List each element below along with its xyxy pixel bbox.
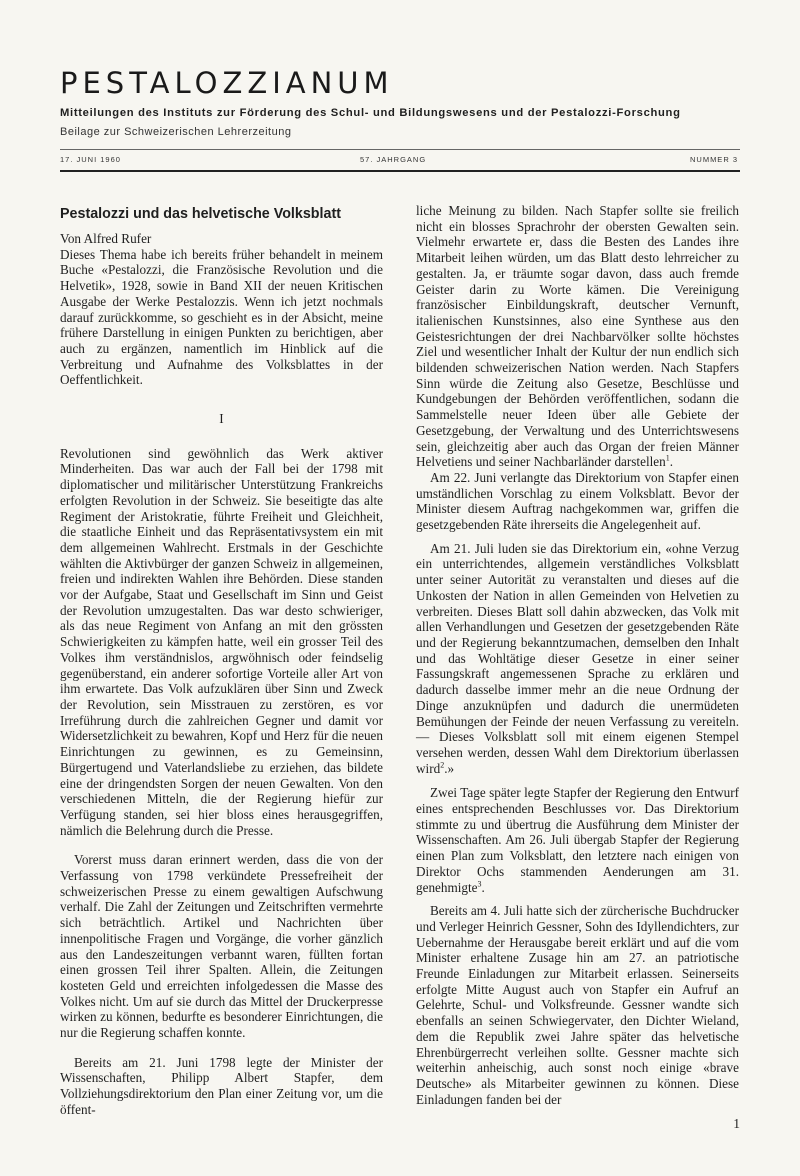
intro-paragraph: Dieses Thema habe ich bereits früher behandelt in meinem Buche «Pestalozzi, die Französische Revolution und die Helvetik», 1928, sowie in Band XII der neuen Kritischen Ausgabe der Werke Pestalozzis. Wenn ich jetzt nochmals darauf zurückkomme, so geschieht es in der Absicht, meine frühere Darstellung in einigen Punkten zu berichtigen, aber auch zu ergänzen, namentlich im Hinblick auf die Verbreitung und Aufnahme des Volksblattes in der Oeffentlichkeit. bbox=[60, 246, 383, 388]
body-paragraph: Revolutionen sind gewöhnlich das Werk aktiver Minderheiten. Das war auch der Fall bei der 1798 mit diplomatischer und militärischer Unterstützung Frankreichs erfolgten Revolution in der Schweiz. Sie beseitigte das alte Regiment der Aristokratie, führte Freiheit und Gleichheit, die staatliche Einheit und das Repräsentativsystem ein mit dem allgemeinen Wahlrecht. Erstmals in der Geschichte wählten die Aktivbürger der ganzen Schweiz in allgemeinen, freien und indirekten Wahlen ihre Behörden. Diese standen vor der Aufgabe, Staat und Gesellschaft im Sinn und Geist der Revolution umzugestalten. Das war desto schwieriger, als das neue Regiment von Anfang an mit den grössten Schwierigkeiten zu kämpfen hatte, weil ein grosser Teil des Volkes ihm verständnislos, argwöhnisch oder feindselig gegenüberstand, ein anderer sofortige Vorteile aller Art von ihm erwartete. Das Volk aufzuklären über Sinn und Zweck der Revolution, sein Misstrauen zu zerstören, es vor Irreführung durch die zahlreichen Gegner und damit vor Widersetzlichkeit zu bewahren, Kopf und Herz für die neuen Einrichtungen zu gewinnen, es zu Gemeinsinn, Bürgertugend und Vaterlandsliebe zu erziehen, das bildete eine der dringendsten Sorgen der neuen Gewalten. Von den verschiedenen Mitteln, die der Regierung hiefür zur Verfügung standen, sei hier bloss eines herausgegriffen, nämlich die Belehrung durch die Presse. bbox=[60, 445, 383, 838]
left-column bbox=[60, 205, 383, 1118]
issue-info-bar bbox=[60, 149, 740, 172]
body-paragraph: Bereits am 21. Juni 1798 legte der Minister der Wissenschaften, Philipp Albert Stapfer, dem Vollziehungsdirektorium den Plan einer Zeitung vor, um die öffent- bbox=[60, 1054, 383, 1117]
article-author: Von Alfred Rufer bbox=[60, 231, 152, 246]
footnote-ref: 1 bbox=[665, 453, 670, 463]
body-paragraph: liche Meinung zu bilden. Nach Stapfer sollte sie freilich nicht ein blosses Sprachrohr der obersten Gewalten sein. Vielmehr erwartete er, dass die Besten des Landes ihre Mitarbeit leihen würden, um das Blatt desto lehrreicher zu gestalten. Ja, er träumte sogar davon, dass auch fremde Geister darin zu Worte kämen. Die Vereinigung französischer Einbildungskraft, deutscher Vernunft, italienischen Kunstsinnes, also eine Synthese aus den Geistesrichtungen der drei Nachbarvölker sollte höchstes Ziel und wesentlicher Inhalt der Kultur der nun endlich sich bildenden schweizerischen Nation werden. Nach Stapfers Sinn würde die Zeitung also Gesetze, Beschlüsse und Kundgebungen der Behörden veröffentlichen, sodann die Sammelstelle neuer Ideen über alle Gebiete der Gesetzgebung, der Verwaltung und des Unterrichtswesens sein, gleichzeitig aber auch das Organ der freien Männer Helvetiens und seiner Nachbarländer darstellen$^1$. bbox=[416, 203, 739, 470]
issue-number: NUMMER 3 bbox=[689, 155, 738, 164]
issue-volume: 57. JAHRGANG bbox=[360, 155, 427, 164]
section-numeral: I bbox=[219, 411, 224, 427]
body-paragraph: Am 22. Juni verlangte das Direktorium von Stapfer einen umständlichen Vorschlag zu einem Volksblatt. Bevor der Minister diesem Auftrag nachgekommen war, griffen die gesetzgebenden Räte ihrerseits die Angelegenheit auf. bbox=[416, 469, 739, 533]
body-paragraph: Zwei Tage später legte Stapfer der Regierung den Entwurf eines entsprechenden Beschlusses vor. Das Direktorium stimmte zu und übertrug die Ausführung dem Minister der Wissenschaften. Am 26. Juli übergab Stapfer der Regierung einen Plan zum Volksblatt, den letztere nach einigen von Direktor Ochs stammenden Aenderungen am 31. genehmigte$^3$. bbox=[416, 785, 739, 895]
right-column bbox=[416, 203, 739, 1107]
masthead bbox=[60, 66, 740, 138]
journal-supplement-note: Beilage zur Schweizerischen Lehrerzeitung bbox=[60, 126, 292, 138]
page-number: 1 bbox=[733, 1116, 740, 1131]
footnote-ref: 2 bbox=[440, 760, 445, 770]
body-paragraph: Vorerst muss daran erinnert werden, dass die von der Verfassung von 1798 verkündete Pressefreiheit der schweizerischen Presse zu einem gewaltigen Aufschwung verhalf. Die Zahl der Zeitungen und Zeitschriften vermehrte sich beträchtlich. Artikel und Nachrichten über innenpolitische Fragen und Vorgänge, die vorher gänzlich aus den Landeszeitungen verbannt waren, füllten fortan einen grossen Teil ihrer Spalten. Allein, die Zeitungen kosteten Geld und erreichten infolgedessen die Masse des Volkes nicht. Um auf sie durch das Mittel der Druckerpresse wirken zu können, bedurfte es besonderer Einrichtungen, die nur die Regierung schaffen konnte. bbox=[60, 852, 383, 1041]
journal-subtitle: Mitteilungen des Instituts zur Förderung des Schul- und Bildungswesens und der Pestalozzi-Forschung bbox=[60, 107, 681, 119]
body-paragraph: Am 21. Juli luden sie das Direktorium ein, «ohne Verzug ein unterrichtendes, allgemein verständliches Volksblatt unter seiner Autorität zu veranstalten und dieses auf die Unkosten der Nation in allen Gemeinden von Helvetien zu verbreiten. Dieses Blatt soll dahin abzwecken, das Volk mit allen Verhandlungen und Gesetzen der gesetzgebenden Räte und der Regierung bekanntzumachen, demselben den Inhalt und das Wohltätige dieser Gesetze in einer seiner Fassungskraft angemessenen Sprache zu erklären und dadurch dasselbe immer mehr an die neue Ordnung der Dinge anzuknüpfen und dadurch die unermüdeten Bemühungen der Feinde der neuen Verfassung zu vereiteln. — Dieses Volksblatt soll mit einem eigenen Stempel versehen werden, dessen Wahl dem Direktorium überlassen wird$^2$.» bbox=[416, 540, 739, 776]
footnote-ref: 3 bbox=[477, 879, 482, 889]
issue-date: 17. JUNI 1960 bbox=[60, 155, 121, 164]
body-paragraph: Bereits am 4. Juli hatte sich der zürcherische Buchdrucker und Verleger Heinrich Gessner, Sohn des Idyllendichters, zur Uebernahme der Herausgabe bereit erklärt und auf die vom Minister erhaltene Zusage hin am 27. an patriotische Freunde Einladungen zur Mitarbeit erlassen. Seinerseits erfolgte Mitte August auch von Stapfer ein Aufruf an Gelehrte, Schul- und Volksfreunde. Gessner wandte sich ebenfalls an seinen Schwiegervater, den Dichter Wieland, dem die Republik zwei Jahre später das helvetische Ehrenbürgerrecht verleihen sollte. Gessner machte sich weiterhin anheischig, auch sonst noch einige «brave Deutsche» als Mitarbeiter gewinnen zu können. Diese Einladungen fanden bei der bbox=[416, 903, 739, 1107]
article-title: Pestalozzi und das helvetische Volksblatt bbox=[60, 206, 341, 222]
journal-title: PESTALOZZIANUM bbox=[60, 66, 394, 100]
